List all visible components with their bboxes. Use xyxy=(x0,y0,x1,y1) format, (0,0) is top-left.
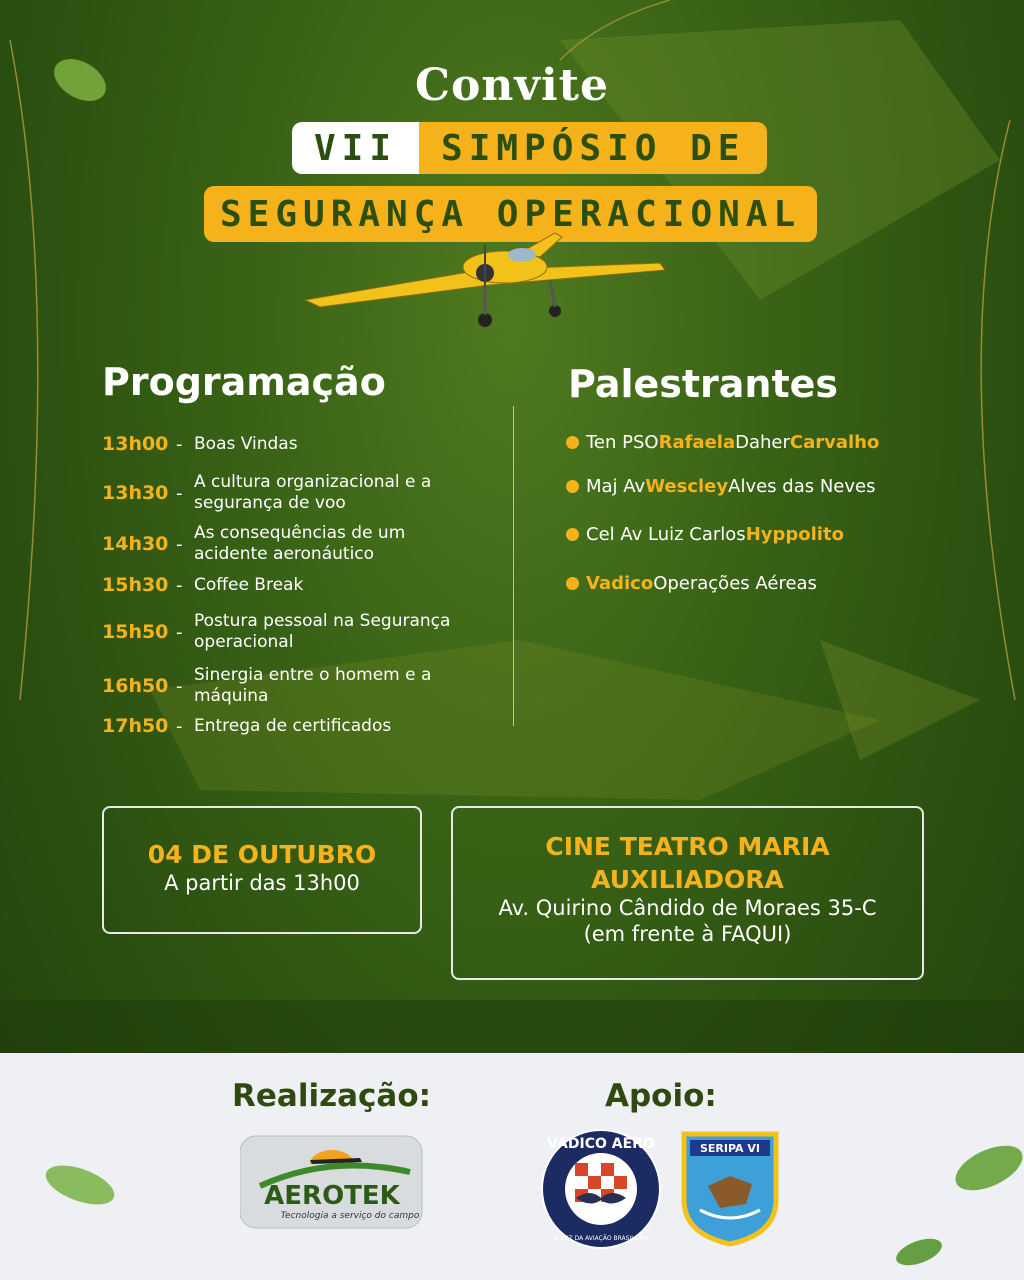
schedule-text: Coffee Break xyxy=(194,574,304,595)
schedule-time: 16h50 xyxy=(102,675,169,697)
speaker-middle: Alves das Neves xyxy=(728,476,876,497)
bullet-icon xyxy=(566,577,579,590)
schedule-item xyxy=(102,665,454,707)
banner-simposio: SIMPÓSIO DE xyxy=(419,122,767,174)
schedule-time: 17h50 xyxy=(102,715,169,737)
bullet-icon xyxy=(566,480,579,493)
schedule-item xyxy=(102,472,434,514)
speaker-middle: Daher xyxy=(735,432,790,453)
schedule-time: 14h30 xyxy=(102,533,169,555)
speaker-highlight: Hyppolito xyxy=(745,524,844,545)
leaf-icon xyxy=(892,1232,946,1272)
leaf-icon xyxy=(40,1160,120,1210)
speaker-item xyxy=(566,573,817,594)
seripa-vi-logo xyxy=(680,1130,780,1248)
schedule-dash: - xyxy=(176,533,183,555)
footer xyxy=(0,1053,1024,1280)
schedule-time: 13h30 xyxy=(102,482,169,504)
venue-line1: CINE TEATRO MARIA xyxy=(545,832,830,861)
banner-edition: VII xyxy=(292,122,419,174)
schedule-dash: - xyxy=(176,621,183,643)
schedule-item xyxy=(102,715,494,737)
schedule-text: Sinergia entre o homem e a máquina xyxy=(194,665,432,706)
palestrantes-title: Palestrantes xyxy=(568,362,839,406)
schedule-text: Entrega de certificados xyxy=(194,715,392,736)
vadico-aero-logo xyxy=(538,1128,664,1250)
schedule-dash: - xyxy=(176,675,183,697)
speaker-prefix: Cel Av Luiz Carlos xyxy=(586,524,746,545)
vadico-top: VADICO AERO xyxy=(547,1136,655,1152)
speaker-item xyxy=(566,476,875,497)
speaker-highlight-2: Carvalho xyxy=(789,432,880,453)
speaker-prefix: Ten PSO xyxy=(586,432,659,453)
vadico-bottom: A VOZ DA AVIAÇÃO BRASILEIRA xyxy=(553,1235,649,1242)
bullet-icon xyxy=(566,528,579,541)
schedule-time: 13h00 xyxy=(102,433,169,455)
airplane-icon xyxy=(300,215,680,335)
column-divider xyxy=(513,406,514,726)
schedule-text: A cultura organizacional e a segurança de voo xyxy=(194,472,432,513)
schedule-dash: - xyxy=(176,482,183,504)
schedule-item xyxy=(102,574,494,596)
bullet-icon xyxy=(566,436,579,449)
speaker-highlight: Wescley xyxy=(645,476,729,497)
leaf-icon xyxy=(944,1138,1024,1198)
venue-line2: AUXILIADORA xyxy=(591,865,784,894)
apoio-label: Apoio: xyxy=(605,1078,717,1114)
event-time: A partir das 13h00 xyxy=(164,871,360,895)
invite-title: Convite xyxy=(415,60,609,111)
aerotek-logo xyxy=(240,1134,424,1230)
speaker-item xyxy=(566,524,844,545)
venue-reference: (em frente à FAQUI) xyxy=(583,922,792,946)
seripa-label: SERIPA VI xyxy=(699,1142,761,1155)
schedule-item xyxy=(102,611,494,653)
schedule-text: As consequências de um acidente aeronáutico xyxy=(194,523,406,564)
date-box xyxy=(102,806,422,934)
schedule-dash: - xyxy=(176,715,183,737)
venue-address: Av. Quirino Cândido de Moraes 35-C xyxy=(498,896,877,920)
schedule-dash: - xyxy=(176,433,183,455)
aerotek-name: AEROTEK xyxy=(264,1181,400,1211)
speaker-prefix: Maj Av xyxy=(586,476,646,497)
schedule-item xyxy=(102,433,494,455)
schedule-time: 15h50 xyxy=(102,621,169,643)
event-date: 04 DE OUTUBRO xyxy=(147,840,377,869)
speaker-highlight: Vadico xyxy=(586,573,654,594)
banner-symposium xyxy=(292,122,767,174)
programacao-title: Programação xyxy=(102,360,386,404)
schedule-text: Postura pessoal na Segurança operacional xyxy=(194,611,451,652)
schedule-time: 15h30 xyxy=(102,574,169,596)
location-box xyxy=(451,806,924,980)
speaker-highlight: Rafaela xyxy=(658,432,736,453)
speaker-middle: Operações Aéreas xyxy=(653,573,817,594)
speaker-item xyxy=(566,432,879,453)
banner-seguranca: SEGURANÇA OPERACIONAL xyxy=(204,186,817,242)
realizacao-label: Realização: xyxy=(232,1078,432,1114)
schedule-text: Boas Vindas xyxy=(194,433,298,454)
schedule-item xyxy=(102,523,434,565)
aerotek-tagline: Tecnologia a serviço do campo xyxy=(280,1211,420,1221)
schedule-dash: - xyxy=(176,574,183,596)
